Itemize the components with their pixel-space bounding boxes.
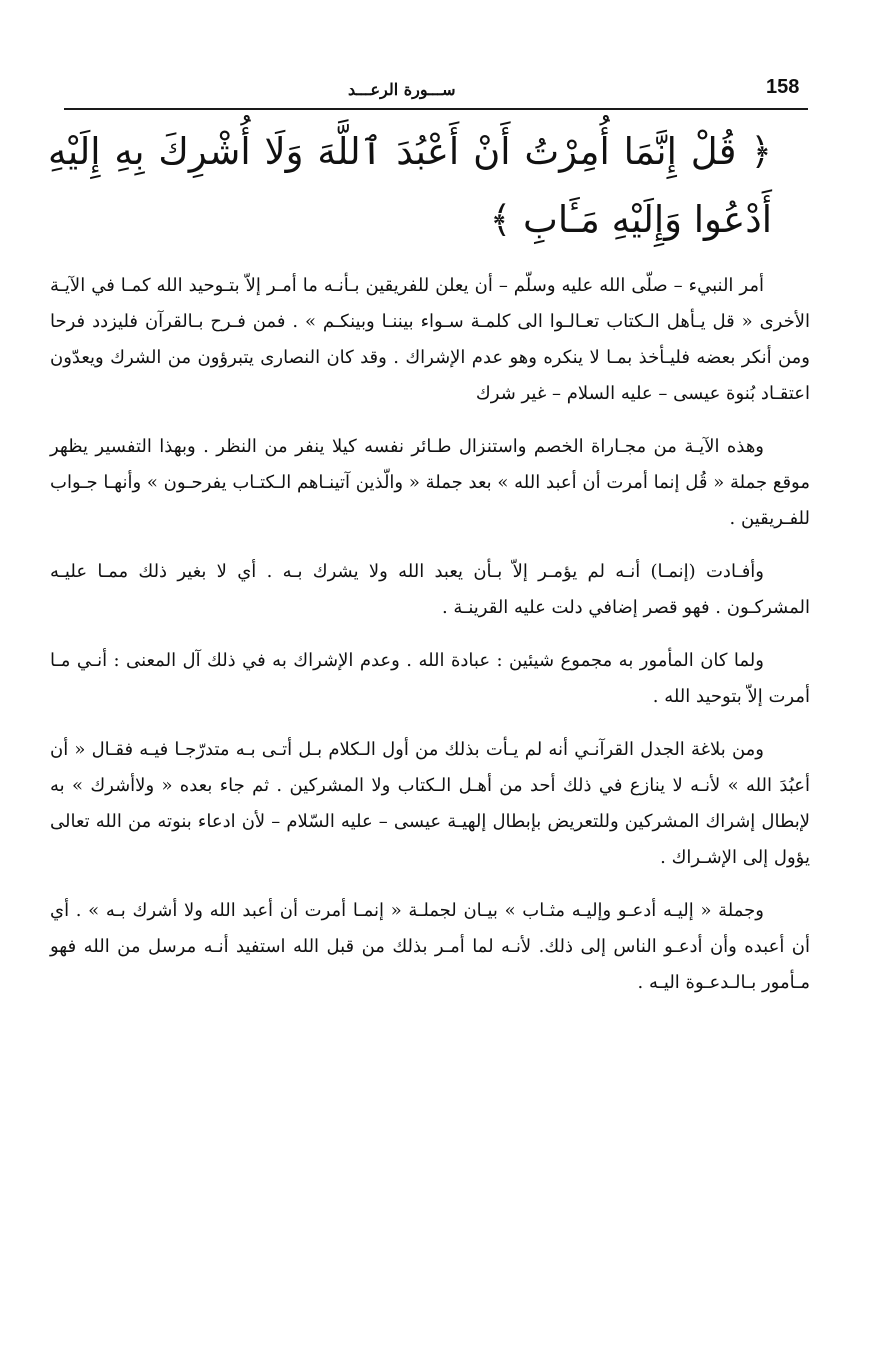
commentary-paragraph: وأفـادت (إنمـا) أنـه لم يؤمـر إلاّ بـأن يعبد الله ولا يشرك بـه . أي لا بغير ذلك ممـا عليـه المشركـون . فهو قصر إضافي دلت عليه القرينـة . (50, 561, 810, 618)
running-title: ســـورة الرعـــد (348, 80, 456, 99)
commentary-paragraph: وهذه الآيـة من مجـاراة الخصم واستنزال طـائر نفسه كيلا ينفر من النظر . وبهذا التفسير يظهر موقع جملة « قُل إنما أمرت أن أعبد الله » بعد جملة « والّذين آتينـاهم الـكتـاب يفرحـون » وأنهـا جـواب للفـريقين . (50, 436, 810, 529)
commentary-paragraph: ومن بلاغة الجدل القرآنـي أنه لم يـأت بذلك من أول الـكلام بـل أتـى بـه متدرّجـا فيـه فقـال « أن أعبُدَ الله » لأنـه لا ينازع في ذلك أحد من أهـل الـكتاب ولا المشركين . ثم جاء بعده « ولاأشرك » به لإبطال إشراك المشركين وللتعريض بإبطال إلهيـة عيسى – عليه السّلام – لأن ادعاء بنوته من الله تعالى يؤول إلى الإشـراك . (50, 739, 810, 868)
commentary-paragraph: وجملة « إليـه أدعـو وإليـه مثـاب » بيـان لجملـة « إنمـا أمرت أن أعبد الله ولا أشرك بـه » . أي أن أعبده وأن أدعـو الناس إلى ذلك. لأنـه لما أمـر بذلك من قبل الله استفيد أنـه مرسل من الله فهو مـأمور بـالـدعـوة اليـه . (50, 900, 810, 993)
page-header (64, 72, 808, 110)
commentary-paragraph: ولما كان المأمور به مجموع شيئين : عبادة الله . وعدم الإشراك به في ذلك آل المعنى : أنـي مـا أمرت إلاّ بتوحيد الله . (50, 650, 810, 707)
commentary-body (50, 268, 810, 1018)
quran-verse: ﴿ قُلْ إِنَّمَا أُمِرْتُ أَنْ أَعْبُدَ ٱللَّهَ وَلَا أُشْرِكَ بِهِ إِلَيْهِ أَدْعُوا وَإِلَيْهِ مَـَٔابِ ﴾ (48, 130, 772, 241)
page-number: 158 (766, 76, 800, 98)
commentary-paragraph: أمر النبيء – صلّى الله عليه وسلّم – أن يعلن للفريقين بـأنـه ما أمـر إلاّ بتـوحيد الله كمـا في الآيـة الأخرى « قل يـأهل الـكتاب تعـالـوا الى كلمـة سـواء بيننـا وبينكـم » . فمن فـرح بـالقرآن فليزدد فرحا ومن أنكر بعضه فليـأخذ بمـا لا ينكره وهو عدم الإشراك . وقد كان النصارى يتبرؤون من الشرك ويعدّون اعتقـاد بُنوة عيسى – عليه السلام – غير شرك (50, 275, 810, 404)
